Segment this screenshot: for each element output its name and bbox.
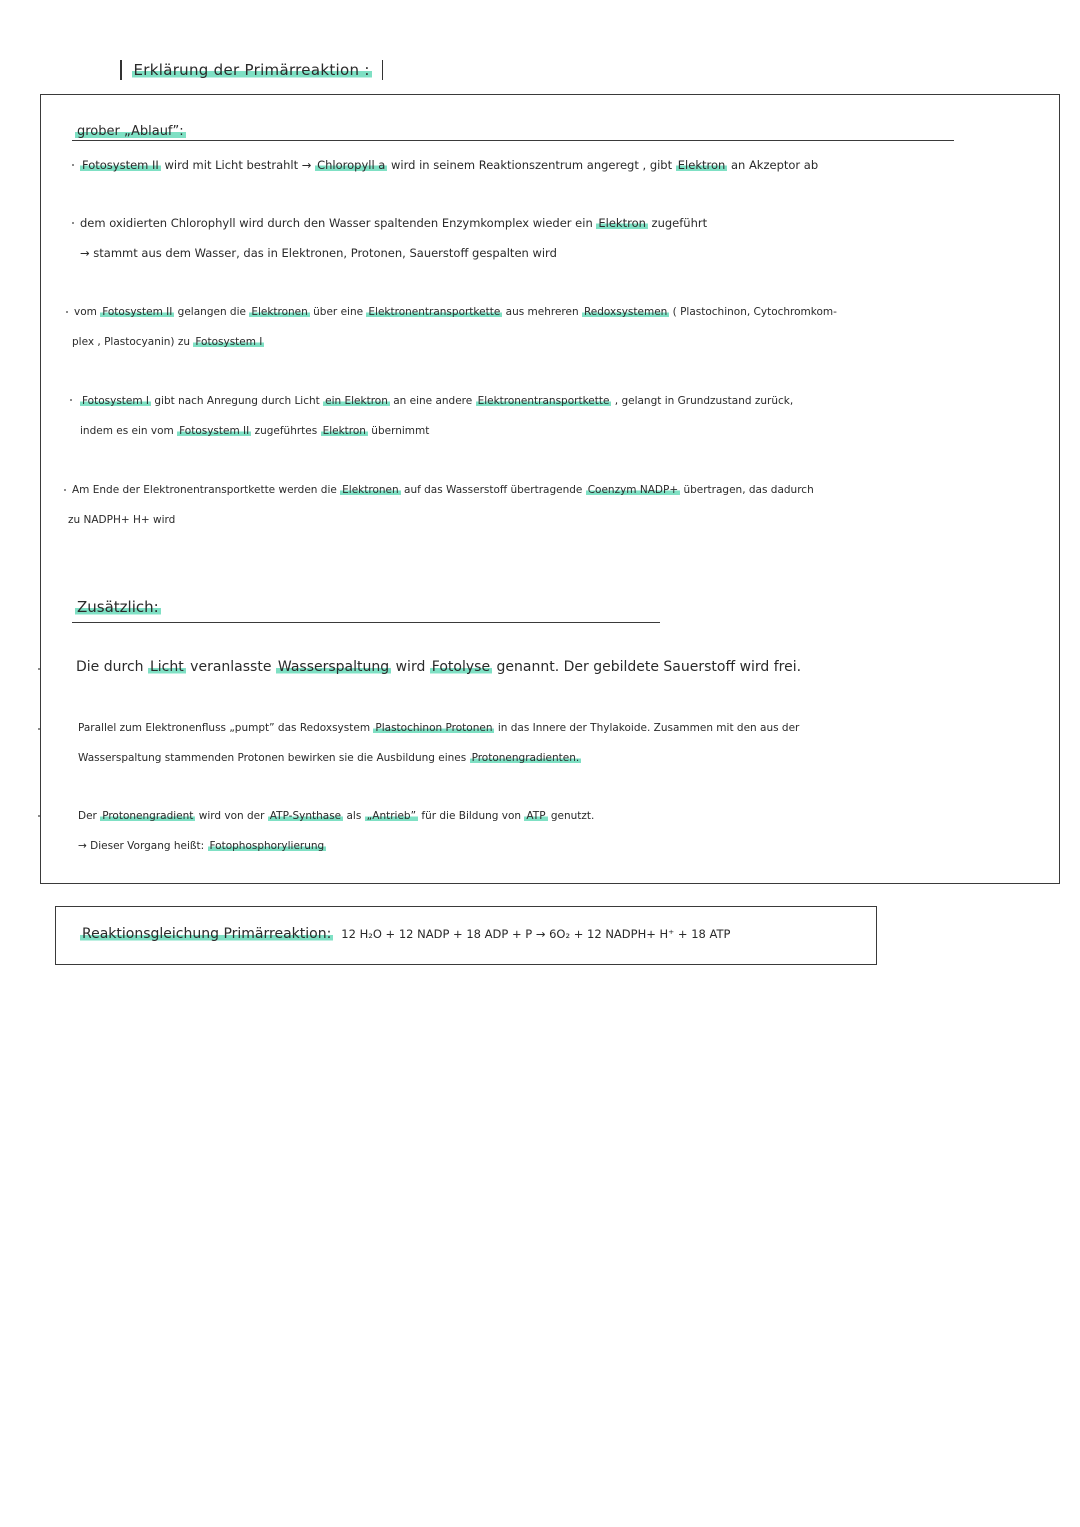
section-heading-ablauf: grober „Ablauf”:	[77, 124, 184, 139]
margin-dot	[38, 815, 40, 817]
title-bar-left	[120, 60, 122, 80]
paragraph-fotosystem-ii: Fotosystem II wird mit Licht bestrahlt → Chloropyll a wird in seinem Reaktionszentrum angeregt , gibt Elektron an Akzeptor ab	[82, 158, 819, 172]
equation-formula: 12 H₂O + 12 NADP + 18 ADP + P → 6O₂ + 12 NADPH+ H⁺ + 18 ATP	[341, 927, 731, 941]
section-underline-ablauf	[72, 140, 954, 141]
paragraph-oxidiertes-chlorophyll: dem oxidierten Chlorophyll wird durch den Wasser spaltenden Enzymkomplex wieder ein Elektron zugeführt → stammt aus dem Wasser, das in Elektronen, Protonen, Sauerstoff gespalten wird	[80, 216, 708, 260]
margin-dot	[38, 728, 40, 730]
bullet-dot	[64, 489, 66, 491]
bullet-dot	[72, 222, 74, 224]
paragraph-fotolyse: Die durch Licht veranlasste Wasserspaltung wird Fotolyse genannt. Der gebildete Sauerstoff wird frei.	[76, 659, 802, 675]
reaction-equation	[80, 926, 730, 942]
paragraph-elektronentransport: vom Fotosystem II gelangen die Elektronen über eine Elektronentransportkette aus mehreren Redoxsystemen ( Plastochinon, Cytochromkom- plex , Plastocyanin) zu Fotosystem I	[72, 306, 837, 348]
margin-dot	[38, 668, 40, 670]
bullet-dot	[72, 164, 74, 166]
bullet-dot	[66, 311, 68, 313]
section-underline-zusaetzlich	[72, 622, 660, 623]
title-bar-right	[382, 60, 384, 80]
paragraph-nadp: Am Ende der Elektronentransportkette werden die Elektronen auf das Wasserstoff übertragende Coenzym NADP+ übertragen, das dadurch zu NADPH+ H+ wird	[68, 484, 814, 526]
equation-label: Reaktionsgleichung Primärreaktion:	[82, 926, 332, 942]
paragraph-fotosystem-i: Fotosystem I gibt nach Anregung durch Licht ein Elektron an eine andere Elektronentransportkette , gelangt in Grundzustand zurück, indem es ein vom Fotosystem II zugeführtes Elektron übernimmt	[80, 395, 794, 437]
paragraph-atp-synthase: Der Protonengradient wird von der ATP-Synthase als „Antrieb” für die Bildung von ATP genutzt. → Dieser Vorgang heißt: Fotophosphorylierung	[78, 810, 595, 852]
page-title-text: Erklärung der Primärreaktion :	[133, 60, 370, 79]
section-heading-zusaetzlich: Zusätzlich:	[77, 598, 159, 616]
page-title	[110, 60, 393, 80]
bullet-dot	[70, 399, 72, 401]
paragraph-protonengradient: Parallel zum Elektronenfluss „pumpt” das Redoxsystem Plastochinon Protonen in das Innere der Thylakoide. Zusammen mit den aus der Wasserspaltung stammenden Protonen bewirken sie die Ausbildung eines Protonengradienten.	[78, 722, 800, 764]
